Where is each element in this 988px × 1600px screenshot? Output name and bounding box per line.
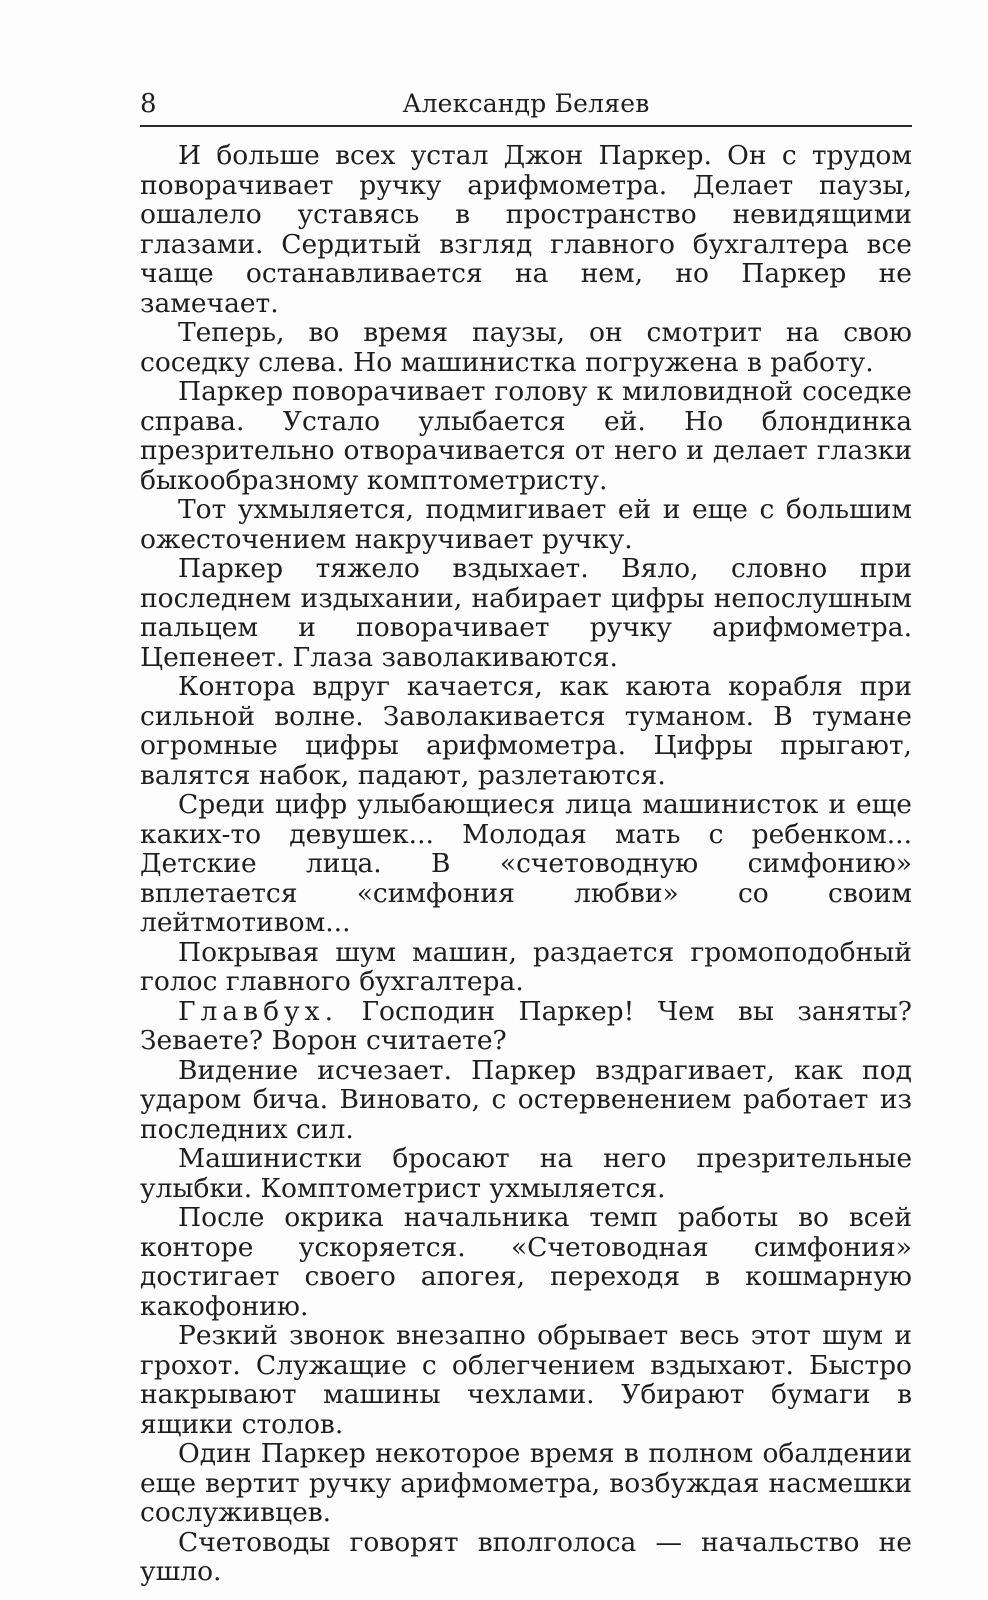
paragraph: Среди цифр улыбающиеся лица машинисток и еще каких-то девушек... Молодая мать с ребенком... Детские лица. В «счетоводную симфонию» вплетается «симфония любви» со своим лейтмотивом...	[140, 789, 912, 938]
paragraph: Тот ухмыляется, подмигивает ей и еще с большим ожесточением накручивает ручку.	[140, 494, 912, 555]
paragraph: Покрывая шум машин, раздается громоподобный голос главного бухгалтера.	[140, 936, 912, 997]
dialogue-paragraph	[140, 997, 912, 1056]
paragraph: Резкий звонок внезапно обрывает весь этот шум и грохот. Служащие с облегчением вздыхают. Быстро накрывают машины чехлами. Убирают бумаги в ящики столов.	[140, 1320, 912, 1440]
paragraph: Паркер поворачивает голову к миловидной соседке справа. Устало улыбается ей. Но блондинка презрительно отворачивается от него и делает глазки быкообразному комптометристу.	[140, 376, 912, 496]
paragraph: И больше всех устал Джон Паркер. Он с трудом поворачивает ручку арифмометра. Делает паузы, ошалело уставясь в пространство невидящими глазами. Сердитый взгляд главного бухгалтера все чаще останавливается на нем, но Паркер не замечает.	[140, 140, 912, 319]
page-number: 8	[140, 89, 157, 119]
page-body	[140, 141, 912, 1587]
paragraph: Контора вдруг качается, как каюта корабля при сильной волне. Заволакивается туманом. В тумане огромные цифры арифмометра. Цифры прыгают, валятся набок, падают, разлетаются.	[140, 671, 912, 791]
paragraph: Один Паркер некоторое время в полном обалдении еще вертит ручку арифмометра, возбуждая насмешки сослуживцев.	[140, 1438, 912, 1528]
paragraph: После окрика начальника темп работы во всей конторе ускоряется. «Счетоводная симфония» достигает своего апогея, переходя в кошмарную какофонию.	[140, 1202, 912, 1322]
speaker-name: Главбух.	[178, 995, 339, 1027]
paragraph: Машинистки бросают на него презрительные улыбки. Комптометрист ухмыляется.	[140, 1143, 912, 1204]
header-rule	[140, 125, 912, 127]
running-head-author: Александр Беляев	[402, 89, 650, 118]
paragraph: Теперь, во время паузы, он смотрит на свою соседку слева. Но машинистка погружена в работу.	[140, 317, 912, 378]
dialogue-line: Господин Паркер! Чем вы заняты? Зеваете? Ворон считаете?	[140, 995, 912, 1056]
paragraph: Паркер тяжело вздыхает. Вяло, словно при последнем издыхании, набирает цифры непослушным пальцем и поворачивает ручку арифмометра. Цепенеет. Глаза заволакиваются.	[140, 553, 912, 673]
paragraph: Счетоводы говорят вполголоса — начальство не ушло.	[140, 1526, 912, 1587]
running-head	[140, 88, 912, 128]
paragraph: Видение исчезает. Паркер вздрагивает, как под ударом бича. Виновато, с остервенением работает из последних сил.	[140, 1054, 912, 1145]
